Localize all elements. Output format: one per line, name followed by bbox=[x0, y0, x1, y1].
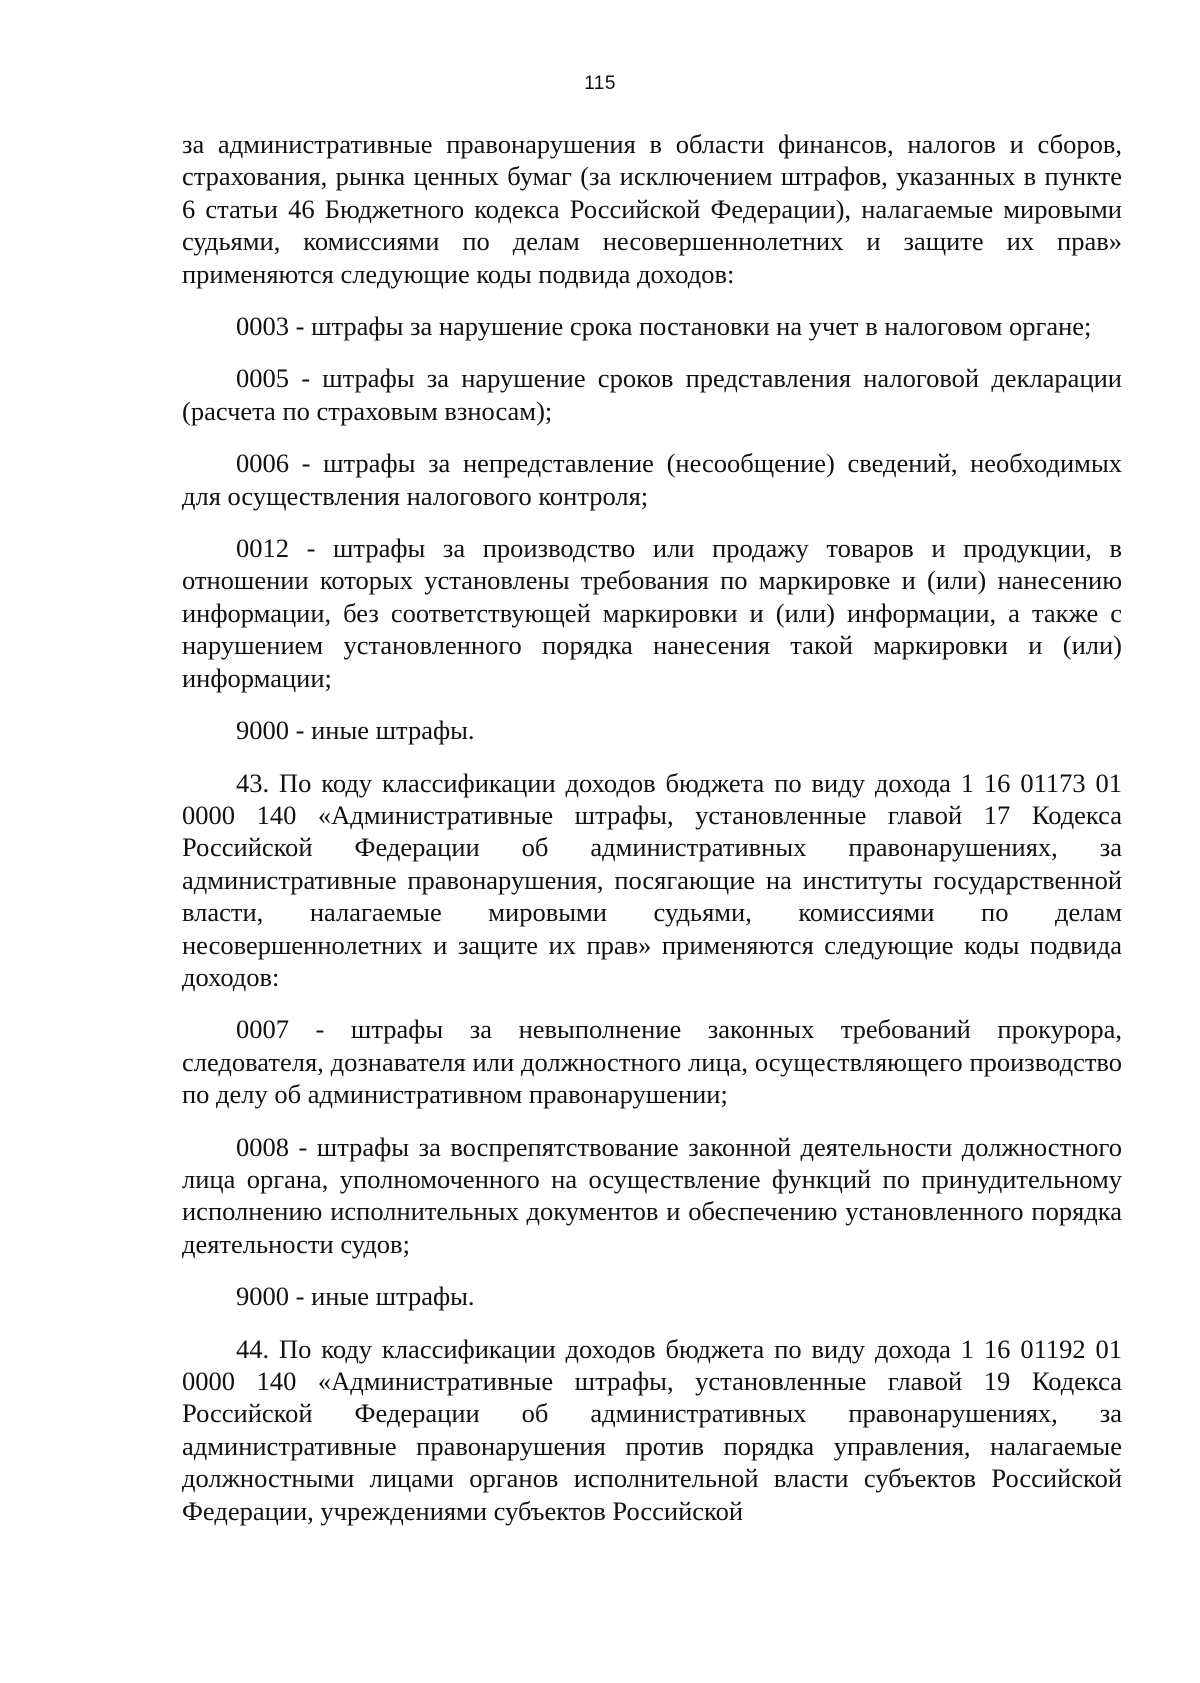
paragraph-code-0006: 0006 - штрафы за непредставление (несообщение) сведений, необходимых для осуществления налогового контроля; bbox=[182, 448, 1122, 511]
paragraph-code-0003: 0003 - штрафы за нарушение срока постановки на учет в налоговом органе; bbox=[236, 311, 1092, 342]
paragraph-code-9000-second: 9000 - иные штрафы. bbox=[236, 1281, 475, 1312]
paragraph-code-0005: 0005 - штрафы за нарушение сроков представления налоговой декларации (расчета по страховым взносам); bbox=[182, 363, 1122, 426]
paragraph-code-0008: 0008 - штрафы за воспрепятствование законной деятельности должностного лица органа, уполномоченного на осуществление функций по принудительному исполнению исполнительных документов и обеспечению установленного порядка деятельности судов; bbox=[182, 1131, 1122, 1259]
paragraph-code-0012: 0012 - штрафы за производство или продажу товаров и продукции, в отношении которых установлены требования по маркировке и (или) нанесению информации, без соответствующей маркировки и (или) информации, а также с нарушением установленного порядка нанесения такой маркировки и (или) информации; bbox=[182, 533, 1122, 693]
paragraph-code-9000: 9000 - иные штрафы. bbox=[236, 715, 475, 746]
page-number: 115 bbox=[584, 73, 616, 94]
document-body bbox=[182, 128, 1122, 1527]
paragraph-code-0007: 0007 - штрафы за невыполнение законных требований прокурора, следователя, дознавателя или должностного лица, осуществляющего производство по делу об административном правонарушении; bbox=[182, 1014, 1122, 1110]
paragraph-item-43: 43. По коду классификации доходов бюджета по виду дохода 1 16 01173 01 0000 140 «Административные штрафы, установленные главой 17 Кодекса Российской Федерации об административных правонарушениях, за административные правонарушения, посягающие на институты государственной власти, налагаемые мировыми судьями, комиссиями по делам несовершеннолетних и защите их прав» применяются следующие коды подвида доходов: bbox=[182, 767, 1122, 992]
paragraph-item-44: 44. По коду классификации доходов бюджета по виду дохода 1 16 01192 01 0000 140 «Административные штрафы, установленные главой 19 Кодекса Российской Федерации об административных правонарушениях, за административные правонарушения против порядка управления, налагаемые должностными лицами органов исполнительной власти субъектов Российской Федерации, учреждениями субъектов Российской bbox=[182, 1333, 1122, 1526]
paragraph-continuation: за административные правонарушения в области финансов, налогов и сборов, страхования, рынка ценных бумаг (за исключением штрафов, указанных в пункте 6 статьи 46 Бюджетного кодекса Российской Федерации), налагаемые мировыми судьями, комиссиями по делам несовершеннолетних и защите их прав» применяются следующие коды подвида доходов: bbox=[182, 129, 1122, 289]
